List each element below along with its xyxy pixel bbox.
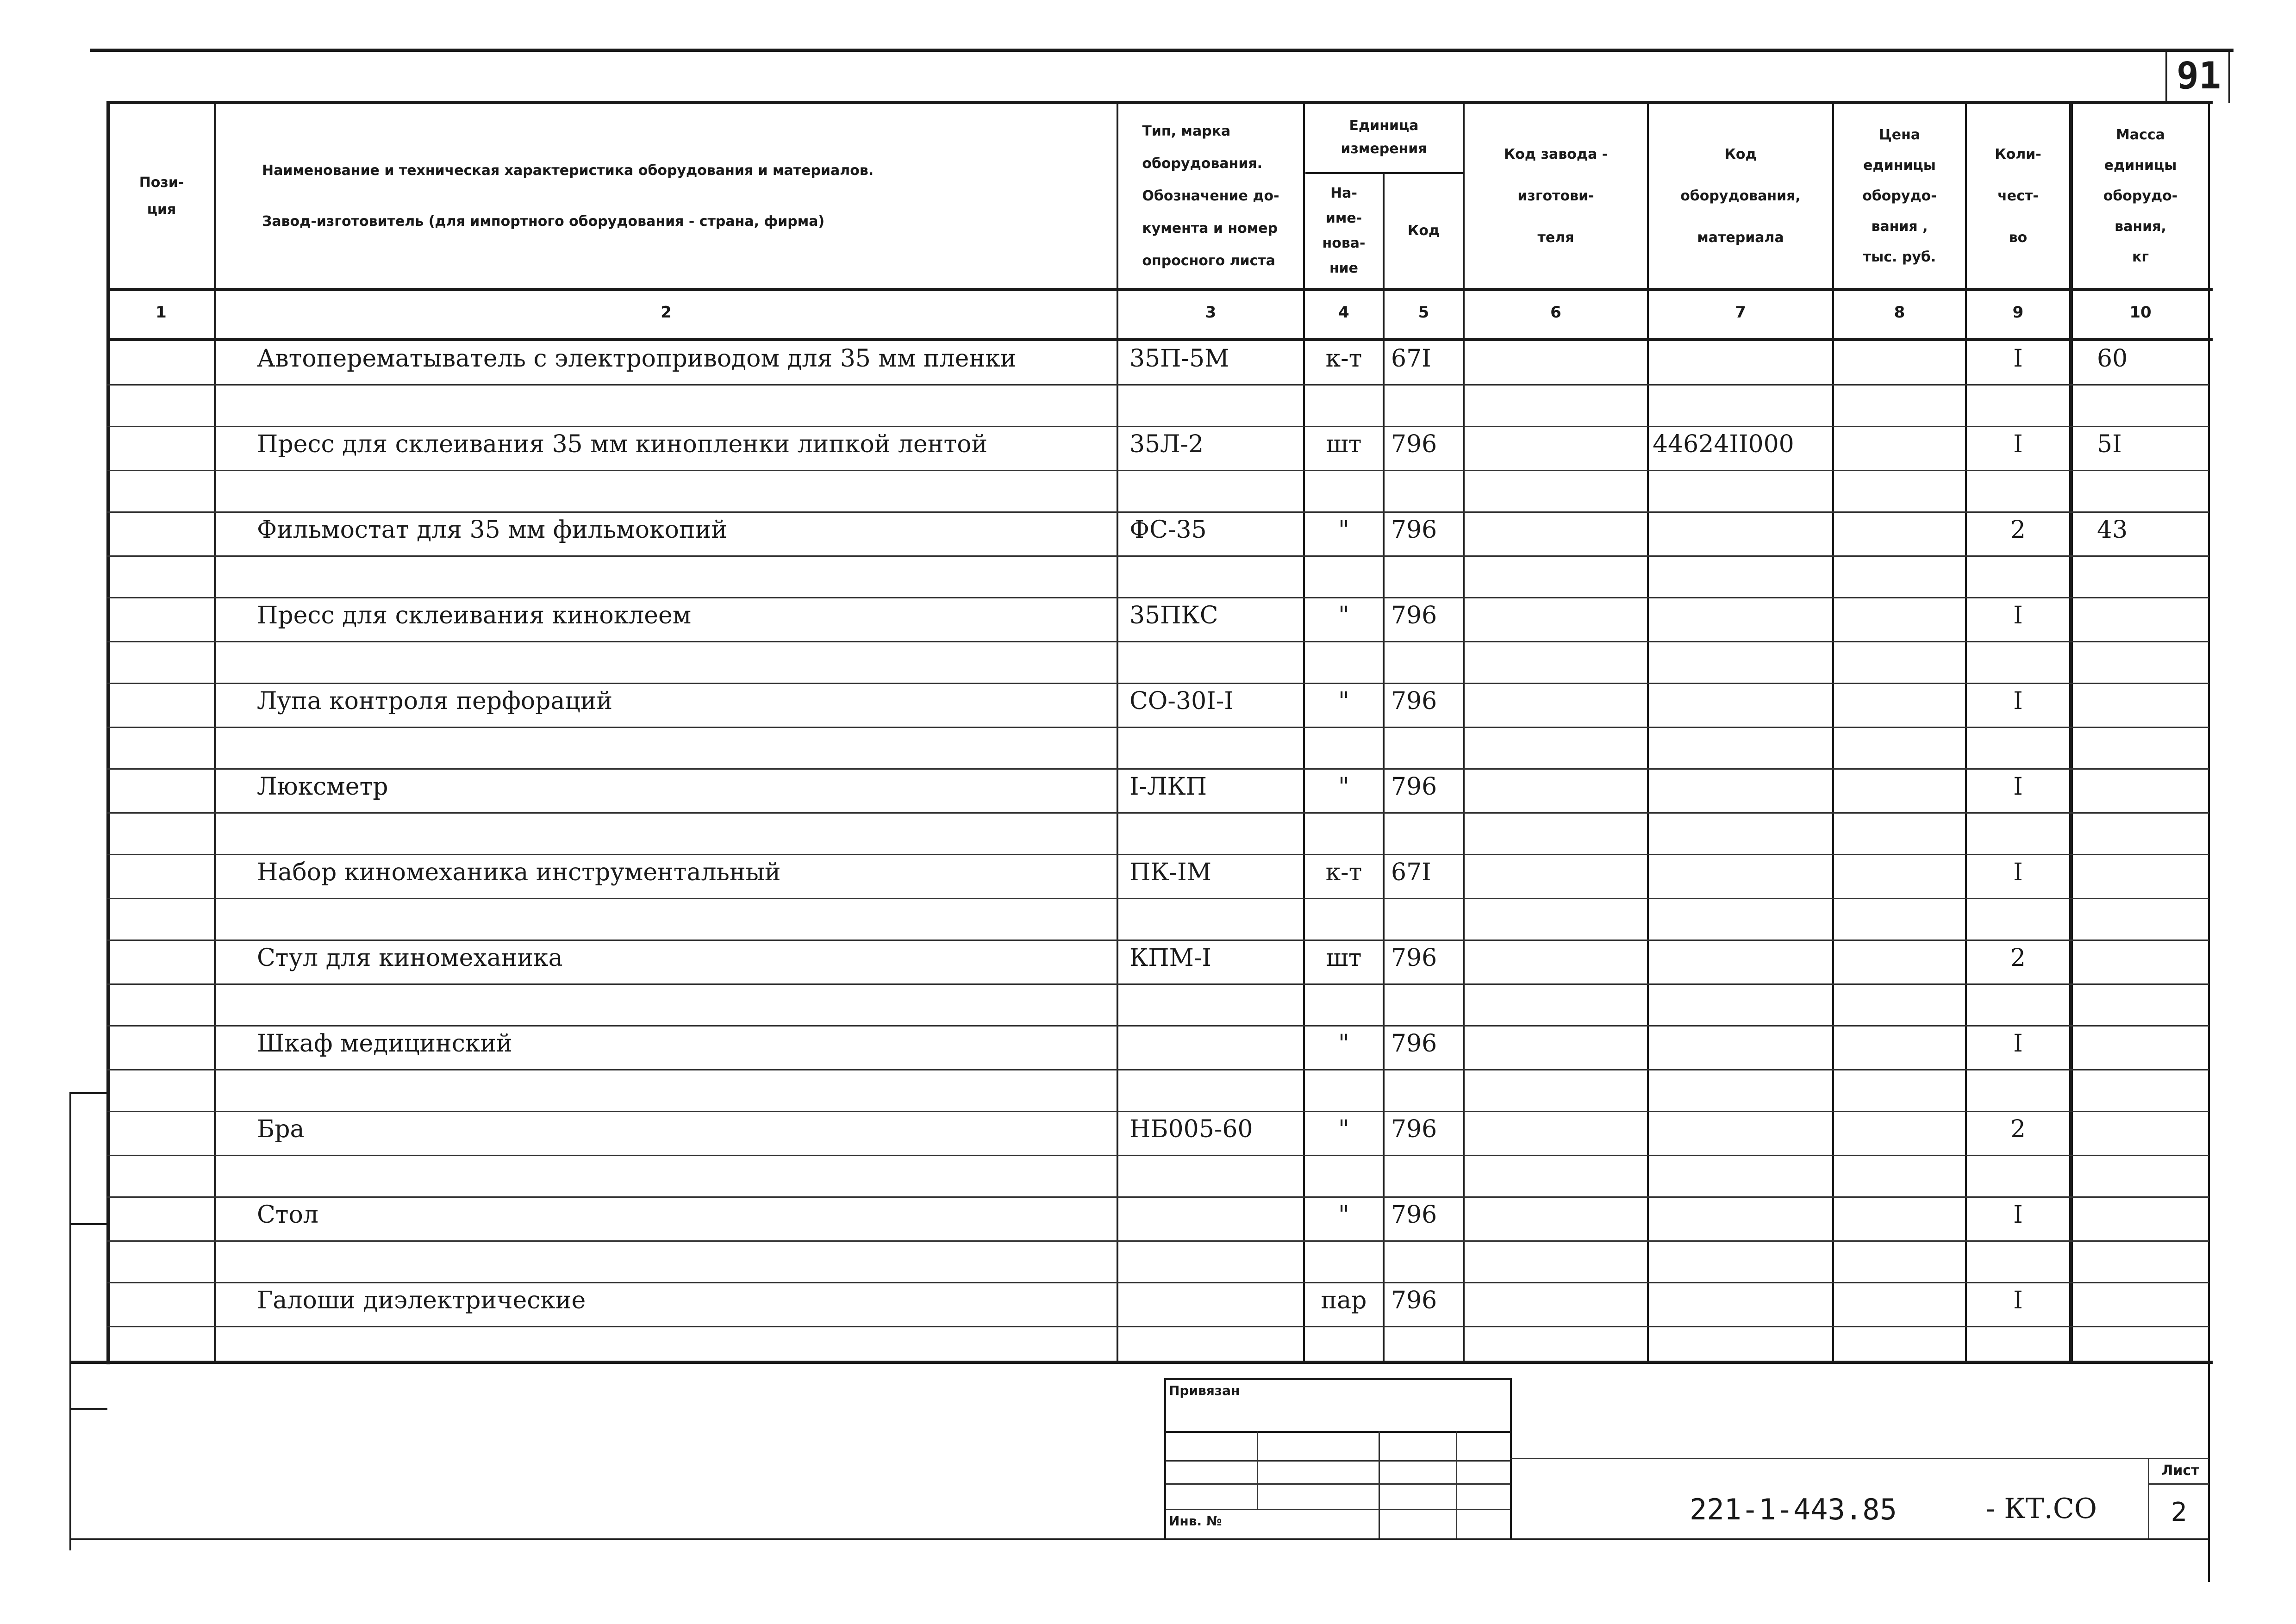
- colnum-2: 2: [661, 303, 672, 322]
- cell-name: Фильмостат для 35 мм фильмокопий: [257, 516, 727, 544]
- row-divider: [107, 812, 2209, 814]
- cell-mass: [2097, 942, 2206, 974]
- cell-type: 35ПКС: [1129, 602, 1218, 629]
- cell-type: КПМ-I: [1129, 944, 1211, 972]
- header-unit-code: Код: [1407, 223, 1440, 239]
- cell-mass: 5I: [2097, 430, 2122, 458]
- col-divider-2: [1117, 101, 1118, 1362]
- cell-qty: I: [2013, 1201, 2023, 1229]
- header-unit-name: На- име- нова- ние: [1322, 185, 1366, 276]
- cell-equip-code: [1653, 514, 1831, 546]
- sheet-label: Лист: [2161, 1462, 2199, 1479]
- cell-qty: I: [2013, 1030, 2023, 1058]
- colnum-9: 9: [2012, 303, 2024, 322]
- sheet-number: 2: [2171, 1497, 2188, 1527]
- top-rule: [90, 49, 2234, 52]
- cell-equip-code: [1653, 599, 1831, 632]
- row-divider: [107, 1240, 2209, 1242]
- stamp-col-2: [1379, 1431, 1380, 1540]
- cell-unit: к-т: [1325, 345, 1362, 373]
- cell-qty: I: [2013, 687, 2023, 715]
- cell-code: 796: [1391, 1287, 1437, 1314]
- cell-qty: 2: [2010, 944, 2026, 972]
- cell-code: 796: [1391, 430, 1437, 458]
- row-divider: [107, 641, 2209, 642]
- spacer-divider: [107, 511, 2209, 513]
- cell-code: 796: [1391, 602, 1437, 629]
- col-divider-6: [1647, 101, 1649, 1362]
- cell-unit: ": [1338, 773, 1349, 801]
- page-number: 91: [2176, 54, 2221, 97]
- cell-name: Набор киномеханика инструментальный: [257, 859, 781, 886]
- header-type: Тип, марка оборудования. Обозначение до- кумента и номер опросного листа: [1142, 123, 1279, 269]
- colnum-7: 7: [1735, 303, 1746, 322]
- cell-name: Пресс для склеивания 35 мм кинопленки липкой лентой: [257, 430, 988, 458]
- spacer-divider: [107, 1196, 2209, 1198]
- cell-mass: [2097, 599, 2206, 632]
- cell-type: ФС-35: [1129, 516, 1207, 544]
- cell-unit: ": [1338, 1201, 1349, 1229]
- margin-mark-3: [69, 1408, 107, 1410]
- spacer-divider: [107, 768, 2209, 770]
- cell-name: Люксметр: [257, 773, 388, 801]
- header-name: Наименование и техническая характеристика оборудования и материалов. Завод-изготовитель (для импортного оборудования - страна, фирма): [262, 162, 874, 230]
- row-divider: [107, 1155, 2209, 1156]
- cell-type: ПК-IМ: [1129, 859, 1211, 886]
- stamp-inv-label: Инв. №: [1169, 1513, 1222, 1529]
- table-top-border: [106, 101, 2213, 104]
- colnum-bottom-border: [106, 338, 2213, 341]
- page-number-box-right: [2228, 51, 2230, 103]
- header-price: Цена единицы оборудо- вания , тыс. руб.: [1862, 127, 1937, 265]
- sheet-box-left: [2148, 1458, 2149, 1540]
- cell-qty: I: [2013, 345, 2023, 373]
- cell-type: I-ЛКП: [1129, 773, 1207, 801]
- row-divider: [107, 1326, 2209, 1327]
- cell-type: НБ005-60: [1129, 1115, 1253, 1143]
- row-divider: [107, 1069, 2209, 1070]
- cell-unit: ": [1338, 516, 1349, 544]
- col-divider-4: [1383, 172, 1385, 1362]
- table-bottom-border: [69, 1361, 2213, 1364]
- colnum-6: 6: [1550, 303, 1561, 322]
- cell-mass: [2097, 685, 2206, 717]
- header-mass: Масса единицы оборудо- вания, кг: [2103, 127, 2178, 265]
- cell-equip-code: [1653, 1113, 1831, 1145]
- cell-qty: I: [2013, 773, 2023, 801]
- cell-equip-code: [1653, 856, 1831, 889]
- colnum-1: 1: [156, 303, 167, 322]
- cell-qty: I: [2013, 1287, 2023, 1314]
- stamp-line-4: [1164, 1509, 1511, 1510]
- cell-code: 796: [1391, 944, 1437, 972]
- cell-qty: 2: [2010, 1115, 2026, 1143]
- col-divider-5: [1463, 101, 1465, 1362]
- spacer-divider: [107, 940, 2209, 941]
- header-equip-code: Код оборудования, материала: [1680, 146, 1801, 246]
- col-divider-1: [214, 101, 216, 1362]
- cell-unit: шт: [1326, 430, 1362, 458]
- cell-unit: ": [1338, 687, 1349, 715]
- cell-qty: I: [2013, 430, 2023, 458]
- colnum-4: 4: [1338, 303, 1349, 322]
- cell-name: Бра: [257, 1115, 305, 1143]
- cell-unit: ": [1338, 1030, 1349, 1058]
- stamp-left: [1164, 1378, 1166, 1540]
- cell-code: 796: [1391, 687, 1437, 715]
- cell-name: Шкаф медицинский: [257, 1030, 512, 1058]
- table-left-border: [106, 101, 110, 1364]
- document-suffix: - КТ.СО: [1986, 1493, 2097, 1525]
- cell-mass: 60: [2097, 345, 2128, 373]
- cell-name: Пресс для склеивания киноклеем: [257, 602, 692, 629]
- table-right-border: [2208, 101, 2210, 1582]
- spacer-divider: [107, 1282, 2209, 1283]
- cell-code: 796: [1391, 773, 1437, 801]
- page-bottom-border: [69, 1538, 2209, 1540]
- row-divider: [107, 555, 2209, 557]
- header-bottom-border: [106, 288, 2213, 291]
- stamp-right: [1510, 1378, 1512, 1540]
- col-divider-8: [1965, 101, 1967, 1362]
- cell-equip-code: [1653, 1284, 1831, 1317]
- cell-unit: ": [1338, 602, 1349, 629]
- row-divider: [107, 384, 2209, 386]
- cell-mass: [2097, 1113, 2206, 1145]
- stamp-top: [1164, 1378, 1511, 1380]
- stamp-col-1: [1257, 1431, 1258, 1509]
- stamp-doc-line: [1510, 1458, 2209, 1459]
- spacer-divider: [107, 426, 2209, 427]
- colnum-3: 3: [1205, 303, 1217, 322]
- cell-mass: [2097, 1199, 2206, 1231]
- cell-qty: 2: [2010, 516, 2026, 544]
- cell-equip-code: 44624II000: [1653, 430, 1794, 458]
- row-divider: [107, 470, 2209, 471]
- colnum-10: 10: [2129, 303, 2152, 322]
- cell-code: 796: [1391, 1115, 1437, 1143]
- colnum-5: 5: [1418, 303, 1429, 322]
- row-divider: [107, 727, 2209, 728]
- cell-equip-code: [1653, 342, 1831, 375]
- cell-equip-code: [1653, 1199, 1831, 1231]
- document-code: 221-1-443.85: [1690, 1493, 1897, 1526]
- colnum-8: 8: [1894, 303, 1905, 322]
- header-position: Пози- ция: [139, 174, 184, 218]
- margin-left-line: [69, 1092, 71, 1550]
- row-divider: [107, 983, 2209, 985]
- cell-qty: I: [2013, 859, 2023, 886]
- cell-unit: к-т: [1325, 859, 1362, 886]
- cell-code: 67I: [1391, 345, 1431, 373]
- cell-equip-code: [1653, 771, 1831, 803]
- cell-equip-code: [1653, 1027, 1831, 1060]
- cell-name: Стол: [257, 1201, 318, 1229]
- cell-mass: 43: [2097, 516, 2128, 544]
- spacer-divider: [107, 854, 2209, 855]
- stamp-bound-label: Привязан: [1169, 1383, 1240, 1398]
- cell-unit: ": [1338, 1115, 1349, 1143]
- cell-mass: [2097, 1284, 2206, 1317]
- cell-qty: I: [2013, 602, 2023, 629]
- spacer-divider: [107, 1111, 2209, 1112]
- col-divider-7: [1832, 101, 1834, 1362]
- col-divider-9: [2069, 101, 2073, 1362]
- header-unit-group: Единица измерения: [1341, 118, 1427, 157]
- cell-type: [1129, 1199, 1301, 1231]
- cell-equip-code: [1653, 685, 1831, 717]
- cell-name: Автоперематыватель с электроприводом для 35 мм пленки: [257, 345, 1017, 373]
- header-qty: Коли- чест- во: [1995, 146, 2041, 246]
- col-divider-3: [1303, 101, 1305, 1362]
- stamp-col-3: [1456, 1431, 1457, 1540]
- spacer-divider: [107, 597, 2209, 598]
- cell-name: Лупа контроля перфораций: [257, 687, 613, 715]
- cell-type: [1129, 1284, 1301, 1317]
- spacer-divider: [107, 1025, 2209, 1027]
- cell-code: 796: [1391, 516, 1437, 544]
- margin-mark-2: [69, 1223, 107, 1225]
- cell-type: СО-30I-I: [1129, 687, 1234, 715]
- cell-mass: [2097, 771, 2206, 803]
- header-factory-code: Код завода - изготови- теля: [1504, 146, 1608, 246]
- stamp-line-2: [1164, 1460, 1511, 1462]
- row-divider: [107, 898, 2209, 899]
- cell-equip-code: [1653, 942, 1831, 974]
- cell-code: 67I: [1391, 859, 1431, 886]
- cell-mass: [2097, 856, 2206, 889]
- stamp-line-3: [1164, 1483, 1511, 1485]
- stamp-line-1: [1164, 1431, 1511, 1433]
- cell-code: 796: [1391, 1201, 1437, 1229]
- cell-type: 35П-5М: [1129, 345, 1229, 373]
- sheet-box-divider: [2148, 1483, 2209, 1485]
- cell-name: Стул для киномеханика: [257, 944, 563, 972]
- cell-mass: [2097, 1027, 2206, 1060]
- cell-unit: пар: [1321, 1287, 1367, 1314]
- cell-type: 35Л-2: [1129, 430, 1204, 458]
- cell-code: 796: [1391, 1030, 1437, 1058]
- spacer-divider: [107, 683, 2209, 684]
- margin-mark-1: [69, 1092, 107, 1094]
- cell-unit: шт: [1326, 944, 1362, 972]
- cell-name: Галоши диэлектрические: [257, 1287, 586, 1314]
- page-number-box-left: [2165, 51, 2167, 103]
- cell-type: [1129, 1027, 1301, 1060]
